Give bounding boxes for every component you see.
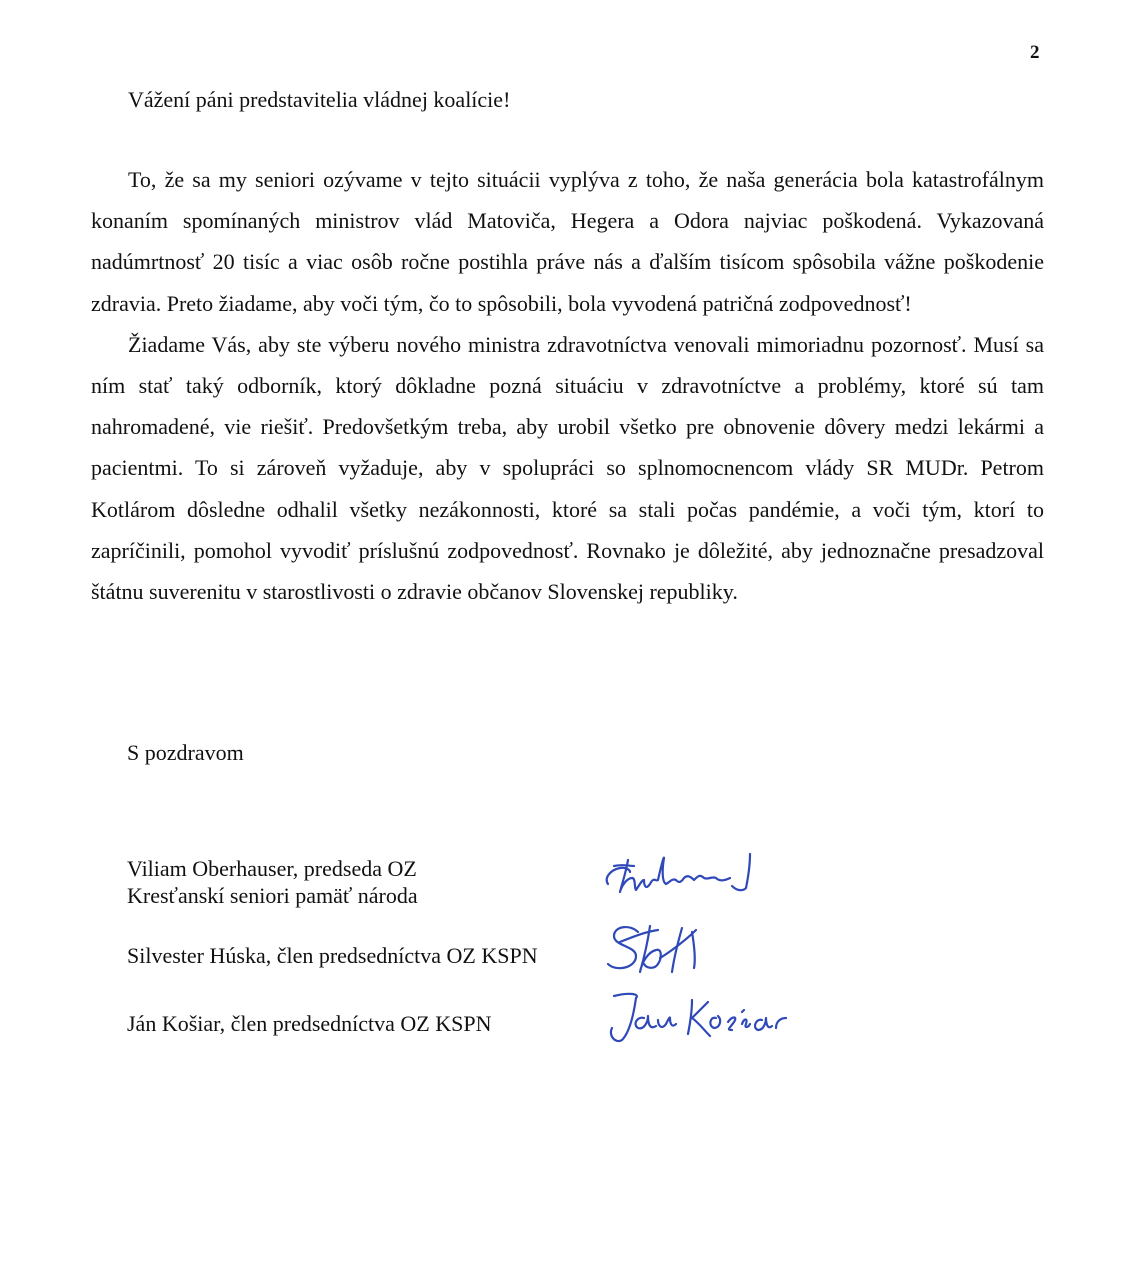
paragraph: To, že sa my seniori ozývame v tejto situácii vyplýva z toho, že naša generácia bola katastrofálnym konaním spomínaných ministrov vlád Matoviča, Hegera a Odora najviac poškodená. Vykazovaná nadúmrtnosť 20 tisíc a viac osôb ročne postihla práve nás a ďalším tisícom spôsobila vážne poškodenie zdravia. Preto žiadame, aby voči tým, čo to spôsobili, bola vyvodená patričná zodpovednosť! bbox=[91, 167, 1044, 316]
handwritten-signature-huska bbox=[600, 918, 710, 980]
signatory-organization-line: Kresťanskí seniori pamäť národa bbox=[127, 883, 418, 908]
signatory-name-line: Viliam Oberhauser, predseda OZ bbox=[127, 856, 417, 881]
handwritten-signature-oberhauser bbox=[600, 848, 770, 904]
handwritten-signature-kosiar bbox=[600, 988, 790, 1048]
salutation: Vážení páni predstavitelia vládnej koalície! bbox=[128, 87, 511, 112]
signatory-oberhauser bbox=[127, 855, 418, 909]
signatory-name-line: Ján Košiar, člen predsedníctva OZ KSPN bbox=[127, 1011, 492, 1036]
signatory-name-line: Silvester Húska, člen predsedníctva OZ KSPN bbox=[127, 943, 538, 968]
closing: S pozdravom bbox=[127, 740, 244, 765]
paragraph: Žiadame Vás, aby ste výberu nového ministra zdravotníctva venovali mimoriadnu pozornosť. Musí sa ním stať taký odborník, ktorý dôkladne pozná situáciu v zdravotníctve a problémy, ktoré sú tam nahromadené, vie riešiť. Predovšetkým treba, aby urobil všetko pre obnovenie dôvery medzi lekármi a pacientmi. To si zároveň vyžaduje, aby v spolupráci so splnomocnencom vlády SR MUDr. Petrom Kotlárom dôsledne odhalil všetky nezákonnosti, ktoré sa stali počas pandémie, a voči tým, ktorí to zapríčinili, pomohol vyvodiť príslušnú zodpovednosť. Rovnako je dôležité, aby jednoznačne presadzoval štátnu suverenitu v starostlivosti o zdravie občanov Slovenskej republiky. bbox=[91, 331, 1044, 605]
signatory-huska bbox=[127, 942, 538, 969]
signatory-kosiar bbox=[127, 1010, 491, 1037]
page-number: 2 bbox=[1030, 42, 1040, 63]
letter-body bbox=[91, 159, 1044, 612]
